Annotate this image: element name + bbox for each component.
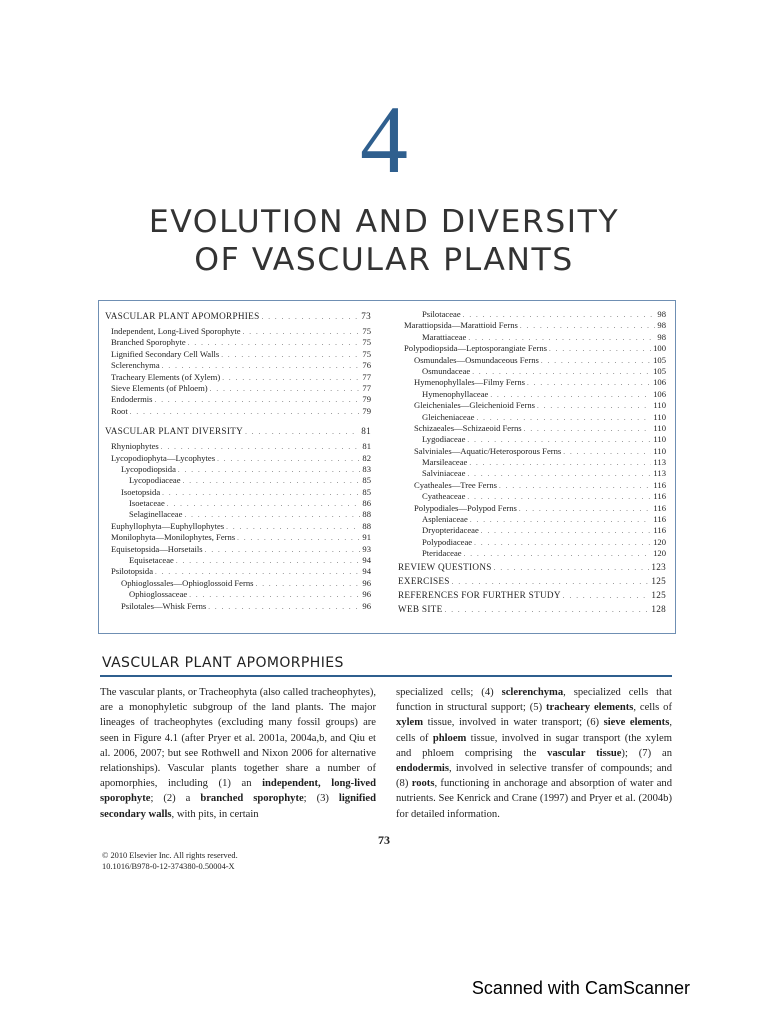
toc-entry (398, 389, 666, 400)
section-rule (100, 675, 672, 677)
toc-heading-entry (398, 560, 666, 574)
toc-entry-page: 75 (362, 326, 371, 336)
toc-entry-title: Osmundaceae (422, 365, 471, 376)
toc-entry-title: Gleicheniales—Gleichenioid Ferns (414, 400, 535, 411)
toc-entry (398, 468, 666, 479)
toc-dot-leader (524, 424, 652, 434)
toc-entry-page: 79 (362, 394, 371, 405)
toc-entry-page: 85 (362, 475, 371, 486)
section-heading: VASCULAR PLANT APOMORPHIES (102, 655, 344, 671)
bold-term: xylem (396, 717, 424, 729)
toc-entry-title: Pteridaceae (422, 548, 462, 559)
toc-dot-leader (167, 499, 361, 509)
toc-entry-page: 96 (362, 589, 371, 600)
toc-dot-leader (499, 481, 651, 491)
bold-term: endodermis (396, 763, 449, 775)
toc-dot-leader (217, 454, 360, 464)
toc-entry (105, 578, 371, 589)
toc-entry (398, 525, 666, 536)
toc-entry (398, 400, 666, 411)
toc-entry (398, 537, 666, 548)
toc-entry-title: Lycopodiopsida (121, 463, 176, 474)
toc-entry-title: Branched Sporophyte (111, 337, 186, 348)
toc-dot-leader (452, 575, 650, 588)
toc-entry-page: 125 (651, 589, 666, 600)
toc-entry (105, 589, 371, 600)
toc-right-column (398, 309, 666, 616)
toc-dot-leader (467, 435, 651, 445)
toc-dot-leader (262, 310, 360, 323)
page-number: 73 (378, 833, 390, 847)
toc-entry-page: 116 (653, 525, 666, 536)
toc-entry-page: 94 (362, 566, 371, 577)
toc-entry-title: Psilotales—Whisk Ferns (121, 600, 207, 611)
toc-entry-page: 120 (653, 536, 666, 547)
toc-entry-title: Marsileaceae (422, 457, 468, 468)
toc-dot-leader (178, 465, 361, 475)
toc-entry (398, 446, 666, 457)
toc-dot-leader (527, 378, 651, 388)
toc-entry (105, 337, 371, 348)
toc-entry-page: 116 (653, 479, 666, 490)
toc-dot-leader (188, 338, 361, 348)
toc-dot-leader (469, 458, 651, 468)
toc-entry-page: 96 (362, 600, 371, 611)
toc-entry-title: Dryopteridaceae (422, 525, 479, 536)
toc-entry (398, 377, 666, 388)
toc-entry (398, 343, 666, 354)
toc-dot-leader (226, 522, 360, 532)
toc-entry (105, 360, 371, 371)
toc-entry-page: 110 (653, 411, 666, 422)
toc-entry-page: 91 (362, 532, 371, 543)
toc-entry-title: Independent, Long-Lived Sporophyte (111, 326, 241, 336)
toc-entry-title: Salviniaceae (422, 468, 466, 479)
toc-entry (105, 532, 371, 543)
toc-entry (105, 601, 371, 612)
toc-dot-leader (208, 602, 360, 612)
copyright-notice (102, 850, 238, 872)
toc-entry (105, 544, 371, 555)
toc-entry-page: 98 (657, 331, 666, 342)
toc-entry (105, 555, 371, 566)
toc-heading-entry (105, 424, 371, 438)
toc-entry (398, 480, 666, 491)
toc-entry (105, 326, 371, 337)
text-run: , with pits, in certain (171, 808, 259, 820)
toc-entry-page: 75 (362, 348, 371, 359)
text-run: ; (2) a (150, 793, 201, 805)
text-run: , cells of (396, 717, 672, 744)
toc-dot-leader (520, 321, 656, 331)
toc-entry-title: Schizaeales—Schizaeoid Ferns (414, 422, 522, 433)
toc-entry-title: Psilotopsida (111, 566, 154, 577)
toc-dot-leader (210, 384, 361, 394)
toc-dot-leader (537, 401, 651, 411)
toc-dot-leader (162, 361, 361, 371)
toc-entry-page: 98 (657, 309, 666, 319)
toc-dot-leader (464, 549, 652, 559)
bold-term: roots (411, 778, 435, 790)
toc-entry-title: Cyatheaceae (422, 491, 466, 502)
toc-entry-page: 120 (653, 548, 666, 559)
toc-entry (105, 566, 371, 577)
toc-entry (398, 355, 666, 366)
toc-entry-page: 128 (651, 603, 666, 614)
toc-dot-leader (563, 589, 650, 602)
toc-entry-title: Isoetaceae (129, 498, 165, 509)
text-run: The vascular plants, or Tracheophyta (also called tracheophytes), are a monophyletic subgroup of the land plants. The major lineages of tracheophytes (excluding many fossil groups) are seen in Figure 4.1 (after Pryer et al. 2001a, 2004a,b, and Qiu et al. 2006, 2007; but see Rothwell and Nixon 2006 for alternative relationships). Vascular plants together share a number of apomorphies, including (1) an (100, 687, 376, 790)
toc-entry (398, 332, 666, 343)
table-of-contents (98, 300, 676, 634)
toc-entry (398, 309, 666, 320)
toc-heading-entry (398, 574, 666, 588)
toc-entry-title: Lycopodiophyta—Lycophytes (111, 452, 216, 463)
toc-entry (398, 491, 666, 502)
text-run: ; (3) (303, 793, 339, 805)
toc-entry-page: 106 (653, 377, 666, 388)
toc-entry-page: 116 (653, 514, 666, 525)
text-run: , functioning in anchorage and absorption of water and nutrients. See Kenrick and Crane (1997) and Pryer et al. (2004b) for detailed information. (396, 778, 672, 820)
toc-entry-page: 94 (362, 555, 371, 566)
toc-entry (398, 457, 666, 468)
body-paragraph-left (100, 685, 376, 822)
toc-heading-entry (105, 309, 371, 323)
toc-entry (105, 498, 371, 509)
toc-entry-page: 110 (653, 422, 666, 433)
toc-entry (398, 514, 666, 525)
toc-entry-title: Hymenophyllaceae (422, 388, 489, 399)
toc-entry-title: REVIEW QUESTIONS (398, 561, 492, 572)
toc-heading-entry (398, 602, 666, 616)
chapter-title (0, 203, 768, 279)
toc-entry-title: Selaginellaceae (129, 509, 183, 520)
toc-dot-leader (563, 447, 651, 457)
toc-entry-page: 86 (362, 498, 371, 509)
toc-entry-title: Sieve Elements (of Phloem) (111, 382, 208, 393)
text-run: ); (7) an (621, 747, 672, 759)
toc-entry-title: Gleicheniaceae (422, 411, 475, 422)
toc-entry-title: Aspleniaceae (422, 514, 468, 525)
toc-entry-page: 81 (362, 441, 371, 452)
toc-entry-page: 88 (362, 509, 371, 520)
chapter-number: 4 (360, 86, 408, 193)
toc-dot-leader (472, 367, 651, 377)
toc-dot-leader (481, 526, 652, 536)
toc-entry-title: Lignified Secondary Cell Walls (111, 348, 220, 359)
toc-entry-page: 81 (361, 426, 371, 437)
toc-dot-leader (176, 556, 361, 566)
toc-entry-page: 96 (362, 577, 371, 588)
toc-entry-page: 77 (362, 382, 371, 393)
toc-entry-title: Salviniales—Aquatic/Heterosporous Ferns (414, 445, 562, 456)
toc-entry-title: Monilophyta—Monilophytes, Ferns (111, 532, 236, 543)
toc-dot-leader (205, 545, 361, 555)
chapter-title-line-1: EVOLUTION AND DIVERSITY (148, 204, 620, 240)
toc-entry-title: VASCULAR PLANT APOMORPHIES (105, 311, 260, 321)
copyright-line: © 2010 Elsevier Inc. All rights reserved. (102, 851, 238, 860)
toc-entry-title: Equisetaceae (129, 555, 174, 566)
toc-entry-page: 123 (651, 561, 666, 572)
toc-entry-title: Sclerenchyma (111, 360, 160, 371)
text-run: , cells of (633, 702, 672, 714)
toc-entry (105, 453, 371, 464)
toc-entry-page: 98 (657, 320, 666, 331)
toc-entry-page: 93 (362, 543, 371, 554)
toc-entry-page: 77 (362, 371, 371, 382)
toc-entry-title: VASCULAR PLANT DIVERSITY (105, 426, 244, 437)
toc-gap (105, 417, 371, 424)
toc-dot-leader (245, 425, 359, 438)
toc-entry-page: 73 (361, 311, 371, 321)
toc-dot-leader (463, 310, 656, 320)
toc-dot-leader (130, 407, 361, 417)
toc-dot-leader (256, 579, 361, 589)
toc-entry (398, 503, 666, 514)
toc-entry-page: 116 (653, 502, 666, 513)
toc-entry-title: Cyatheales—Tree Ferns (414, 479, 497, 490)
bold-term: lignified secondary walls (100, 793, 376, 820)
toc-dot-leader (161, 442, 361, 452)
toc-entry-title: Endodermis (111, 394, 153, 405)
toc-entry (398, 366, 666, 377)
text-run: , specialized cells that function in structural support; (5) (396, 687, 672, 714)
text-run: specialized cells; (4) (396, 687, 502, 698)
bold-term: phloem (432, 732, 467, 744)
bold-term: vascular tissue (547, 747, 622, 759)
toc-dot-leader (155, 567, 360, 577)
toc-dot-leader (474, 538, 651, 548)
toc-entry-title: Lygodiaceae (422, 434, 466, 445)
toc-entry-title: EXERCISES (398, 575, 450, 586)
text-run: tissue, involved in water transport; (6) (423, 717, 604, 729)
toc-entry-page: 100 (653, 343, 666, 354)
bold-term: branched sporophyte (200, 793, 304, 805)
toc-dot-leader (221, 350, 360, 360)
toc-entry-title: Rhyniophytes (111, 441, 159, 452)
toc-entry (105, 406, 371, 417)
toc-entry (398, 548, 666, 559)
toc-dot-leader (184, 510, 360, 520)
toc-entry-page: 79 (362, 405, 371, 416)
toc-dot-leader (155, 395, 361, 405)
toc-dot-leader (162, 488, 360, 498)
toc-entry-title: Isoetopsida (121, 486, 161, 497)
toc-entry-page: 82 (362, 452, 371, 463)
chapter-title-line-2: OF VASCULAR PLANTS (194, 242, 574, 278)
toc-entry-title: Polypodiales—Polypod Ferns (414, 502, 517, 513)
toc-dot-leader (494, 561, 650, 574)
toc-entry (105, 509, 371, 520)
toc-dot-leader (445, 603, 650, 616)
scanner-watermark: Scanned with CamScanner (471, 978, 690, 998)
bold-term: independent, long-lived sporophyte (100, 778, 376, 805)
bold-term: tracheary elements (545, 702, 634, 714)
toc-entry-title: Equisetopsida—Horsetails (111, 543, 203, 554)
toc-entry-page: 106 (653, 388, 666, 399)
text-run: tissue, involved in sugar transport (the xylem and phloem comprising the (396, 732, 672, 759)
toc-entry-page: 105 (653, 354, 666, 365)
text-run: , involved in selective transfer of compounds; and (8) (396, 763, 672, 790)
toc-dot-leader (467, 469, 651, 479)
bold-term: sclerenchyma (501, 687, 564, 698)
toc-dot-leader (476, 413, 651, 423)
toc-entry-page: 85 (362, 486, 371, 497)
toc-entry-page: 75 (362, 337, 371, 348)
toc-entry-title: WEB SITE (398, 603, 443, 614)
toc-entry-title: Lycopodiaceae (129, 475, 181, 486)
toc-entry (105, 521, 371, 532)
toc-entry-page: 125 (651, 575, 666, 586)
toc-entry (105, 487, 371, 498)
toc-dot-leader (189, 590, 360, 600)
toc-entry-page: 113 (653, 457, 666, 468)
toc-entry-title: Ophioglossales—Ophioglossoid Ferns (121, 577, 254, 588)
toc-dot-leader (490, 390, 651, 400)
toc-entry-page: 110 (653, 434, 666, 445)
toc-entry-page: 110 (653, 400, 666, 411)
toc-entry (105, 349, 371, 360)
toc-entry-page: 88 (362, 520, 371, 531)
toc-entry-title: Polypodiopsida—Leptosporangiate Ferns (404, 343, 547, 354)
toc-entry-title: Marattiopsida—Marattioid Ferns (404, 320, 518, 331)
toc-dot-leader (222, 373, 360, 383)
toc-entry-title: Euphyllophyta—Euphyllophytes (111, 520, 225, 531)
toc-dot-leader (519, 504, 652, 514)
toc-dot-leader (237, 533, 360, 543)
toc-dot-leader (243, 327, 361, 337)
toc-dot-leader (467, 492, 651, 502)
toc-entry (105, 372, 371, 383)
toc-entry-title: Osmundales—Osmundaceous Ferns (414, 354, 539, 365)
toc-entry-page: 116 (653, 491, 666, 502)
toc-entry-page: 76 (362, 360, 371, 371)
toc-dot-leader (468, 333, 655, 343)
toc-entry (105, 464, 371, 475)
toc-dot-leader (183, 476, 361, 486)
toc-entry-page: 110 (653, 445, 666, 456)
toc-entry (105, 394, 371, 405)
bold-term: sieve elements (603, 717, 670, 729)
toc-entry-page: 83 (362, 463, 371, 474)
toc-entry-title: Marattiaceae (422, 331, 467, 342)
toc-entry-title: Polypodiaceae (422, 536, 473, 547)
toc-entry-title: Root (111, 405, 128, 416)
toc-left-column (105, 309, 371, 612)
toc-dot-leader (541, 356, 651, 366)
toc-entry-title: Ophioglossaceae (129, 589, 188, 600)
toc-entry-title: Psilotaceae (422, 309, 461, 319)
toc-entry (398, 434, 666, 445)
body-paragraph-right (396, 685, 672, 822)
toc-dot-leader (470, 515, 652, 525)
toc-entry-title: Hymenophyllales—Filmy Ferns (414, 377, 525, 388)
toc-entry (398, 320, 666, 331)
toc-entry (105, 383, 371, 394)
toc-entry (398, 412, 666, 423)
toc-entry (105, 441, 371, 452)
toc-entry-title: REFERENCES FOR FURTHER STUDY (398, 589, 561, 600)
toc-entry (398, 423, 666, 434)
toc-entry (105, 475, 371, 486)
toc-entry-title: Tracheary Elements (of Xylem) (111, 371, 221, 382)
toc-entry-page: 113 (653, 468, 666, 479)
doi-line: 10.1016/B978-0-12-374380-0.50004-X (102, 862, 235, 871)
toc-dot-leader (549, 344, 651, 354)
toc-entry-page: 105 (653, 365, 666, 376)
toc-heading-entry (398, 588, 666, 602)
